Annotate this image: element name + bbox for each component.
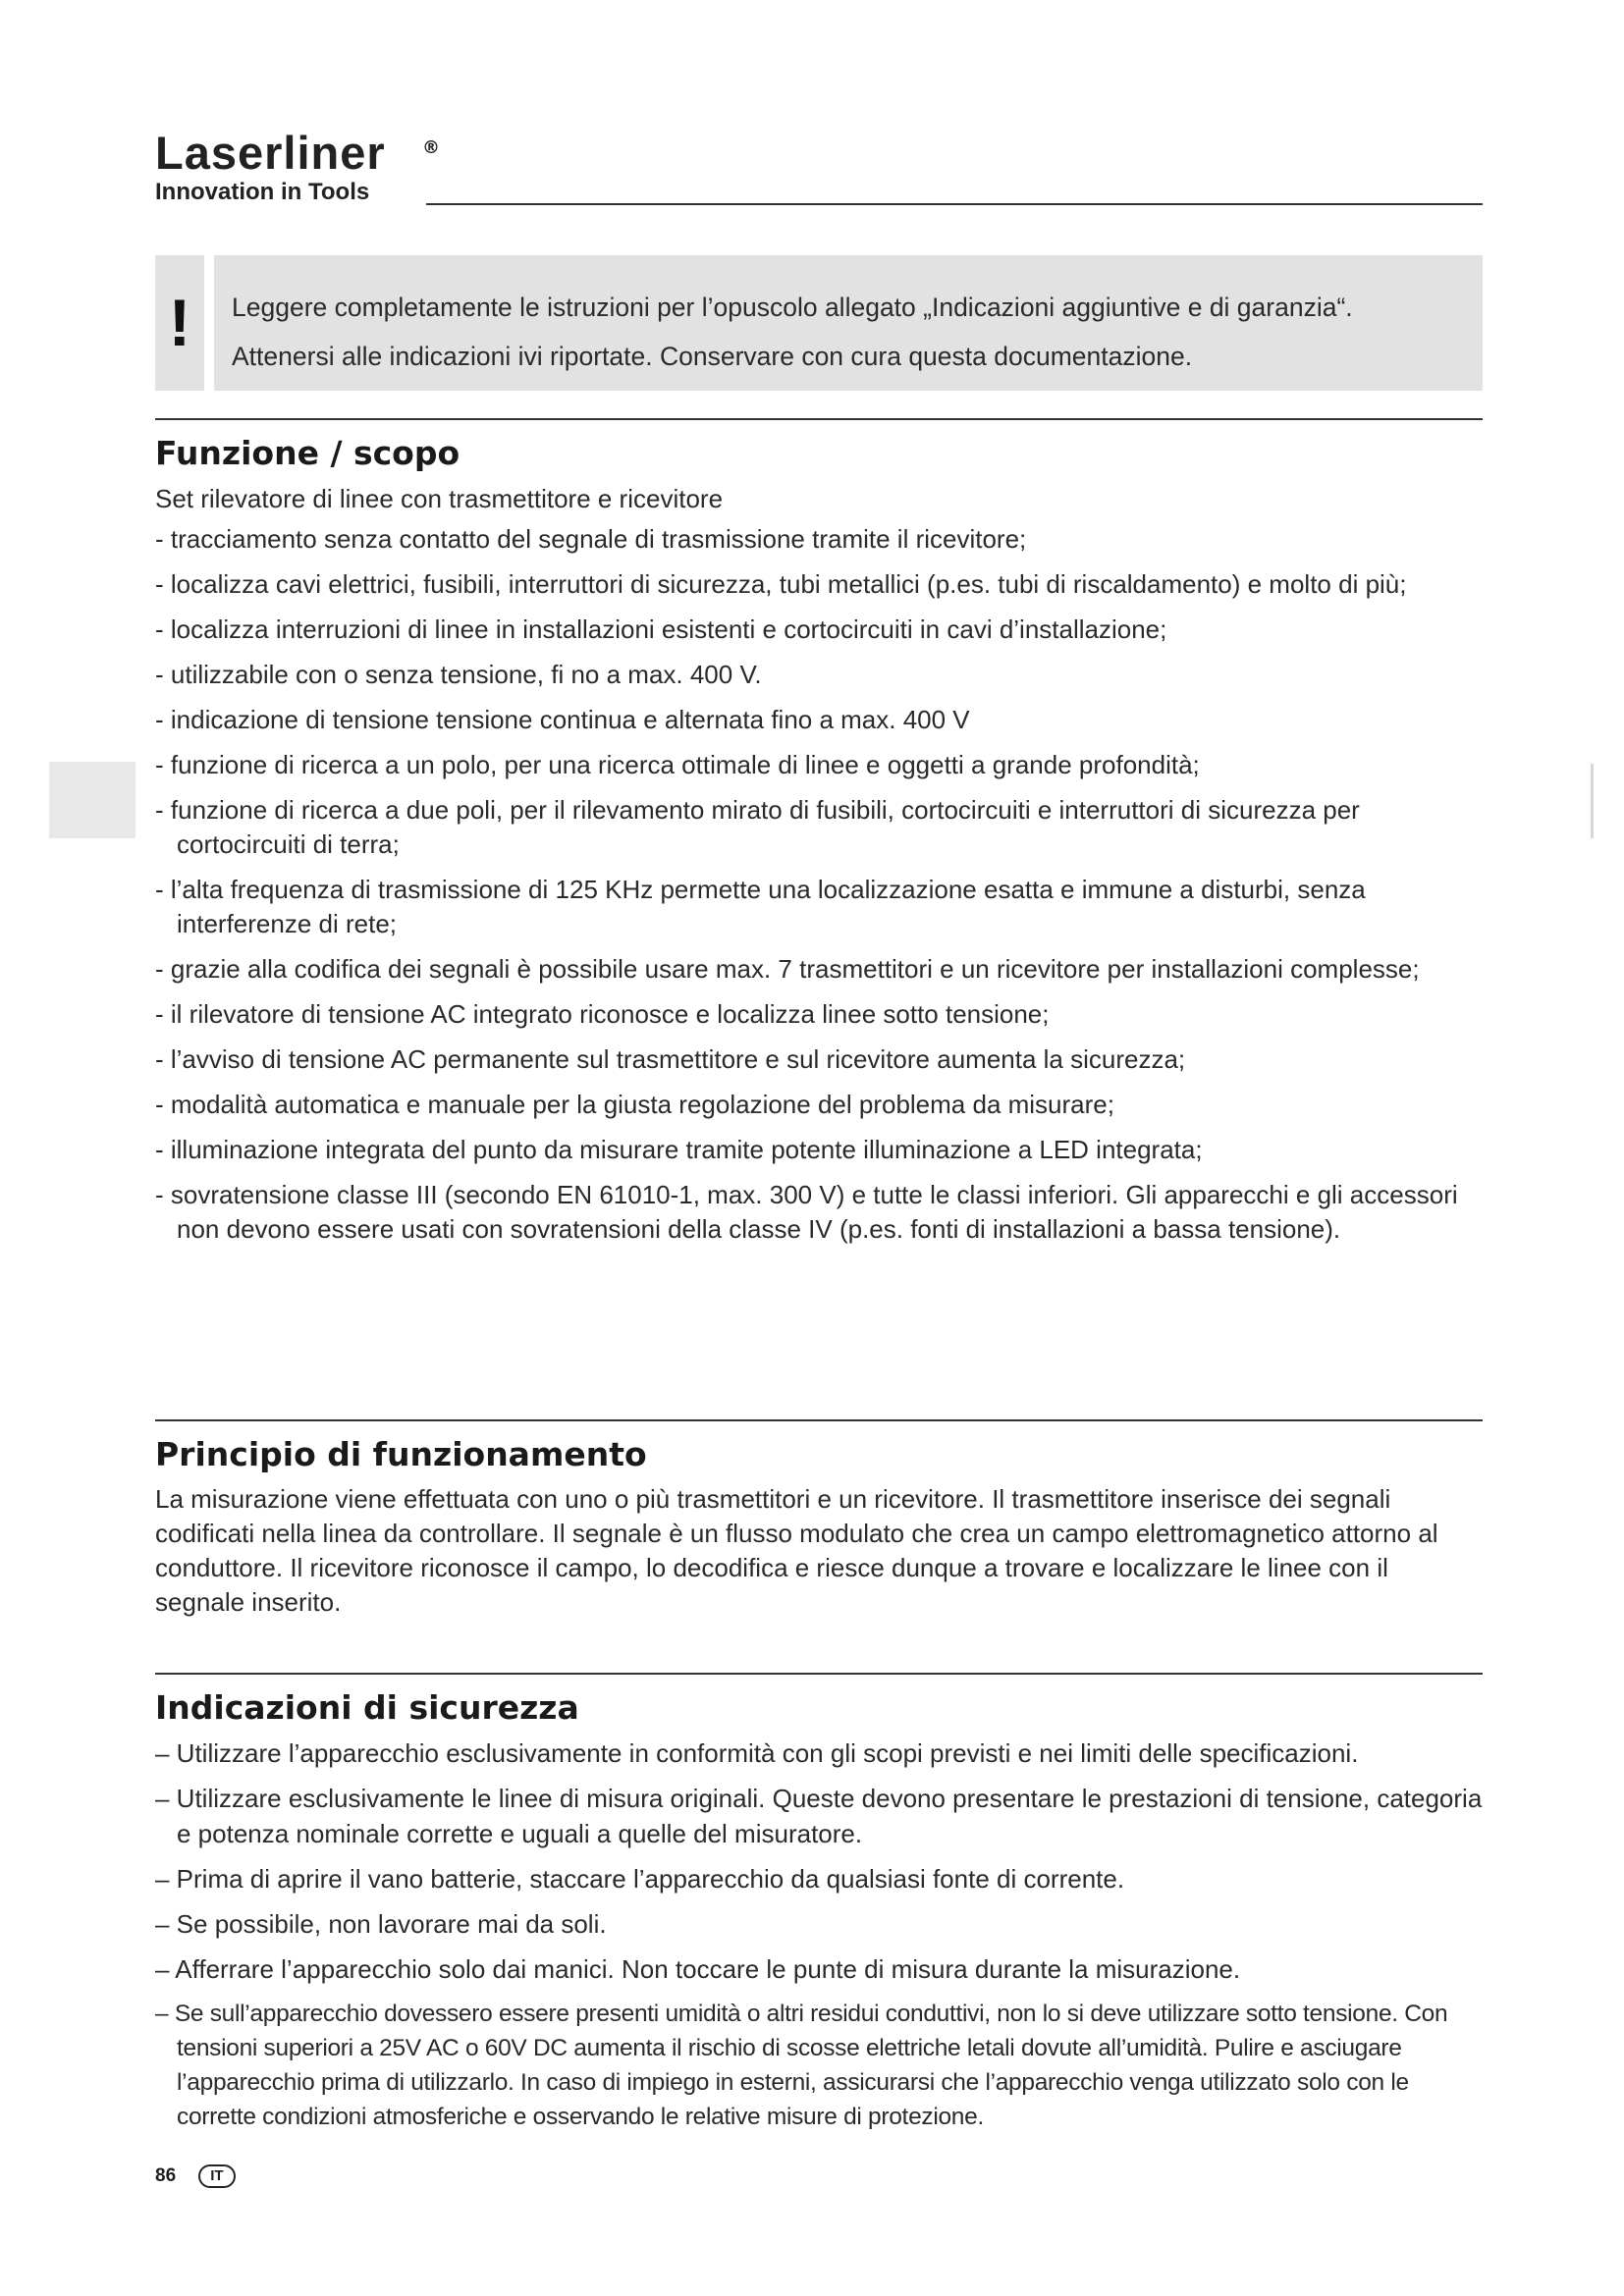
list-item: - il rilevatore di tensione AC integrato riconosce e localizza linee sotto tensione; xyxy=(155,998,1050,1029)
page-footer xyxy=(155,2164,236,2194)
section-rule xyxy=(155,1419,1483,1421)
section-intro: Set rilevatore di linee con trasmettitore e ricevitore xyxy=(155,483,724,513)
list-item: - indicazione di tensione tensione continua e alternata fino a max. 400 V xyxy=(155,704,970,734)
feature-list xyxy=(155,522,1483,1247)
notice-line: Attenersi alle indicazioni ivi riportate. Conservare con cura questa documentazione. xyxy=(232,342,1193,371)
list-item: - sovratensione classe III (secondo EN 61010-1, max. 300 V) e tutte le classi inferiori. Gli apparecchi e gli accessori non devono essere usati con sovratensioni della classe IV (p.es. fonti di installazioni a bassa tensione). xyxy=(155,1179,1458,1244)
list-item: - utilizzabile con o senza tensione, fi no a max. 400 V. xyxy=(155,659,762,689)
section-title: Funzione / scopo xyxy=(155,434,460,472)
section-sicurezza xyxy=(155,1673,1483,2144)
list-item: - funzione di ricerca a un polo, per una ricerca ottimale di linee e oggetti a grande profondità; xyxy=(155,749,1200,779)
section-rule xyxy=(155,418,1483,420)
list-item: – Prima di aprire il vano batterie, staccare l’apparecchio da qualsiasi fonte di corrente. xyxy=(155,1863,1125,1894)
section-funzione xyxy=(155,418,1483,1257)
registered-mark: ® xyxy=(422,137,440,158)
safety-list xyxy=(155,1735,1483,2134)
list-item: - l’avviso di tensione AC permanente sul trasmettitore e sul ricevitore aumenta la sicurezza; xyxy=(155,1043,1186,1074)
list-item: - grazie alla codifica dei segnali è possibile usare max. 7 trasmettitori e un ricevitore per installazioni complesse; xyxy=(155,953,1420,984)
list-item: - modalità automatica e manuale per la giusta regolazione del problema da misurare; xyxy=(155,1089,1114,1119)
edge-marker xyxy=(1591,764,1594,838)
notice-text xyxy=(214,255,1483,391)
list-item: – Afferrare l’apparecchio solo dai manici. Non toccare le punte di misura durante la misurazione. xyxy=(155,1953,1241,1984)
notice-line: Leggere completamente le istruzioni per l’opuscolo allegato „Indicazioni aggiuntive e di garanzia“. xyxy=(232,293,1353,322)
section-principio xyxy=(155,1419,1483,1620)
brand-header xyxy=(155,127,1483,208)
section-rule xyxy=(155,1673,1483,1675)
list-item: – Utilizzare esclusivamente le linee di misura originali. Queste devono presentare le prestazioni di tensione, categoria e potenza nominale corrette e uguali a quelle del misuratore. xyxy=(155,1783,1483,1848)
language-badge: IT xyxy=(198,2164,235,2188)
section-title: Indicazioni di sicurezza xyxy=(155,1688,579,1727)
list-item: – Se sull’apparecchio dovessero essere presenti umidità o altri residui conduttivi, non lo si deve utilizzare sotto tensione. Con tensioni superiori a 25V AC o 60V DC aumenta il rischio di scosse elettriche letali dovute all’umidità. Pulire e asciugare l’apparecchio prima di utilizzarlo. In caso di impiego in esterni, assicurarsi che l’apparecchio venga utilizzato solo con le corrette condizioni atmosferiche e osservando le relative misure di protezione. xyxy=(155,2000,1448,2130)
list-item: - illuminazione integrata del punto da misurare tramite potente illuminazione a LED integrata; xyxy=(155,1134,1203,1164)
list-item: - funzione di ricerca a due poli, per il rilevamento mirato di fusibili, cortocircuiti e interruttori di sicurezza per cortocircuiti di terra; xyxy=(155,794,1360,859)
exclamation-icon: ! xyxy=(155,255,204,391)
list-item: – Utilizzare l’apparecchio esclusivamente in conformità con gli scopi previsti e nei limiti delle specificazioni. xyxy=(155,1737,1359,1768)
list-item: - tracciamento senza contatto del segnale di trasmissione tramite il ricevitore; xyxy=(155,523,1027,554)
list-item: - localizza interruzioni di linee in installazioni esistenti e cortocircuiti in cavi d’installazione; xyxy=(155,614,1167,644)
brand-tagline: Innovation in Tools xyxy=(155,179,370,205)
section-body: La misurazione viene effettuata con uno o più trasmettitori e un ricevitore. Il trasmettitore inserisce dei segnali codificati nella linea da controllare. Il segnale è un flusso modulato che crea un campo elettromagnetico attorno al conduttore. Il ricevitore riconosce il campo, lo decodifica e riesce dunque a trovare e localizzare le linee con il segnale inserito. xyxy=(155,1483,1438,1617)
header-rule xyxy=(426,203,1483,205)
section-title: Principio di funzionamento xyxy=(155,1435,647,1473)
notice-box xyxy=(155,255,1483,391)
page-number: 86 xyxy=(155,2165,177,2186)
language-tab-marker xyxy=(49,762,135,838)
list-item: – Se possibile, non lavorare mai da soli. xyxy=(155,1908,607,1939)
brand-logo: Laserliner xyxy=(155,127,386,179)
list-item: - l’alta frequenza di trasmissione di 125 KHz permette una localizzazione esatta e immune a disturbi, senza interferenze di rete; xyxy=(155,874,1366,938)
list-item: - localizza cavi elettrici, fusibili, interruttori di sicurezza, tubi metallici (p.es. tubi di riscaldamento) e molto di più; xyxy=(155,568,1407,599)
